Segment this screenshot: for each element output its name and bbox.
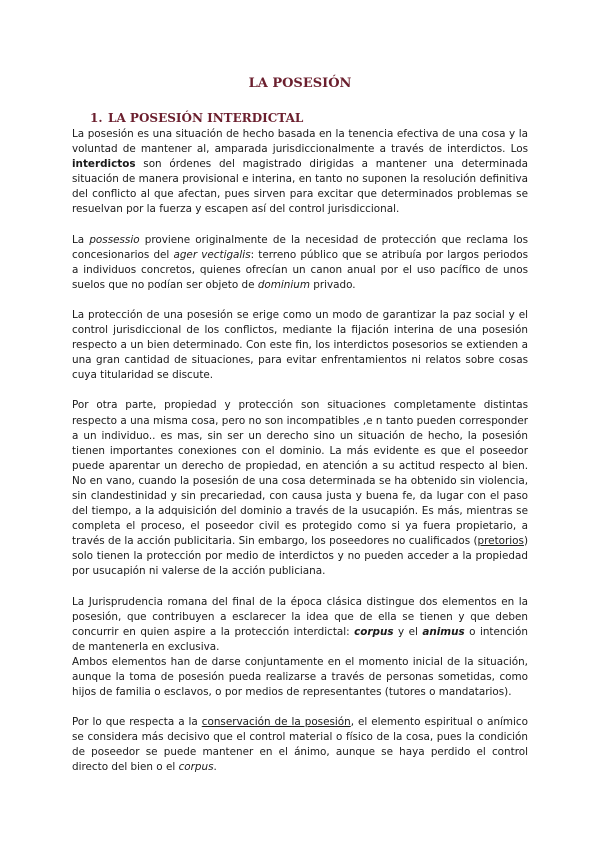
term-conservacion: conservación de la posesión: [201, 716, 351, 729]
term-corpus-italic: corpus: [178, 761, 214, 774]
p1-text-a: La posesión es una situación de hecho basada en la tenencia efectiva de una cosa y la voluntad de mantener al, amparada jurisdiccionalmente a través de interdictos. Los: [72, 128, 528, 156]
paragraph-3: La protección de una posesión se erige como un modo de garantizar la paz social y el control jurisdiccional de los conflictos, mediante la fijación interina de una posesión respecto a un bien determinado. Con este fin, los interdictos posesorios se extienden a una gran cantidad de situaciones, para evitar enfrentamientos ni relatos sobre cosas cuya titularidad se discute.: [72, 308, 528, 382]
p2-text-g: privado.: [309, 278, 356, 291]
p7-text-e: .: [213, 761, 217, 774]
paragraph-5: [72, 595, 528, 655]
p4-text-a: Por otra parte, propiedad y protección son situaciones completamente distintas respecto a una misma cosa, pero no son incompatibles ,e n tanto pueden corresponder a un individuo.. es mas, sin ser un derecho sino un situación de hecho, la posesión tienen importantes conexiones con el dominio. La más evidente es que el poseedor puede aparentar un derecho de propiedad, en atención a su actitud respecto al bien. No en vano, cuando la posesión de una cosa determinada se ha obtenido sin violencia, sin clandestinidad y sin precariedad, con causa justa y buena fe, da lugar con el paso del tiempo, a la adquisición del dominio a través de la usucapión. Es más, mientras se completa el proceso, el poseedor civil es protegido como si ya fuera propietario, a través de la acción publicitaria. Sin embargo, los poseedores no cualificados (: [72, 399, 528, 548]
paragraph-4: [72, 398, 528, 579]
p2-text-a: La: [72, 233, 90, 246]
p5-text-a: La Jurisprudencia romana del final de la época clásica distingue dos elementos en la posesión, que contribuyen a esclarecer la idea que de ella se tienen y que deben concurrir en quien aspire a la protección interdictal:: [72, 595, 528, 638]
term-possessio: possessio: [89, 233, 140, 246]
term-animus: animus: [422, 625, 465, 638]
page-title: LA POSESIÓN: [248, 76, 352, 91]
p2-text-c: proviene originalmente de la necesidad de protección que reclama los concesionarios del: [72, 233, 528, 261]
section-heading-text: LA POSESIÓN INTERDICTAL: [108, 111, 304, 125]
p7-text-a: Por lo que respecta a la: [72, 716, 202, 729]
term-dominium: dominium: [257, 278, 310, 291]
term-interdictos: interdictos: [72, 158, 136, 171]
paragraph-2: [72, 233, 528, 293]
p4-text-c: ) solo tienen la protección por medio de interdictos y no pueden acceder a la propiedad por usucapión ni valerse de la acción publiciana.: [72, 535, 528, 578]
p7-text-c: , el elemento espiritual o anímico se considera más decisivo que el control material o físico de la cosa, pues la condición de poseedor se puede mantener en el ánimo, aunque se haya perdido el control directo del bien o el: [72, 716, 529, 774]
document-body: [72, 127, 528, 791]
p5-text-c: y el: [393, 625, 423, 638]
p1-text-c: son órdenes del magistrado dirigidas a mantener una determinada situación de manera provisional e interina, en tanto no suponen la resolución definitiva del conflicto al que afectan, pues sirven para excitar que determinados problemas se resuelvan por la fuerza y escapen así del control jurisdiccional.: [72, 158, 528, 216]
p5-text-e: o intención de mantenerla en exclusiva.: [72, 625, 529, 653]
paragraph-7: [72, 715, 528, 775]
paragraph-1: [72, 127, 528, 218]
section-heading: [90, 111, 303, 125]
term-corpus: corpus: [354, 625, 394, 638]
p2-text-e: : terreno público que se atribuía por largos periodos a individuos concretos, quienes ofrecían un canon anual por el uso pacífico de unos suelos que no podían ser objeto de: [72, 248, 529, 291]
term-ager-vectigalis: ager vectigalis: [173, 248, 251, 261]
section-number: 1.: [90, 111, 103, 125]
term-pretorios: pretorios: [477, 535, 524, 548]
paragraph-6: Ambos elementos han de darse conjuntamente en el momento inicial de la situación, aunque la toma de posesión pueda realizarse a través de personas sometidas, como hijos de familia o esclavos, o por medios de representantes (tutores o mandatarios).: [72, 655, 528, 699]
